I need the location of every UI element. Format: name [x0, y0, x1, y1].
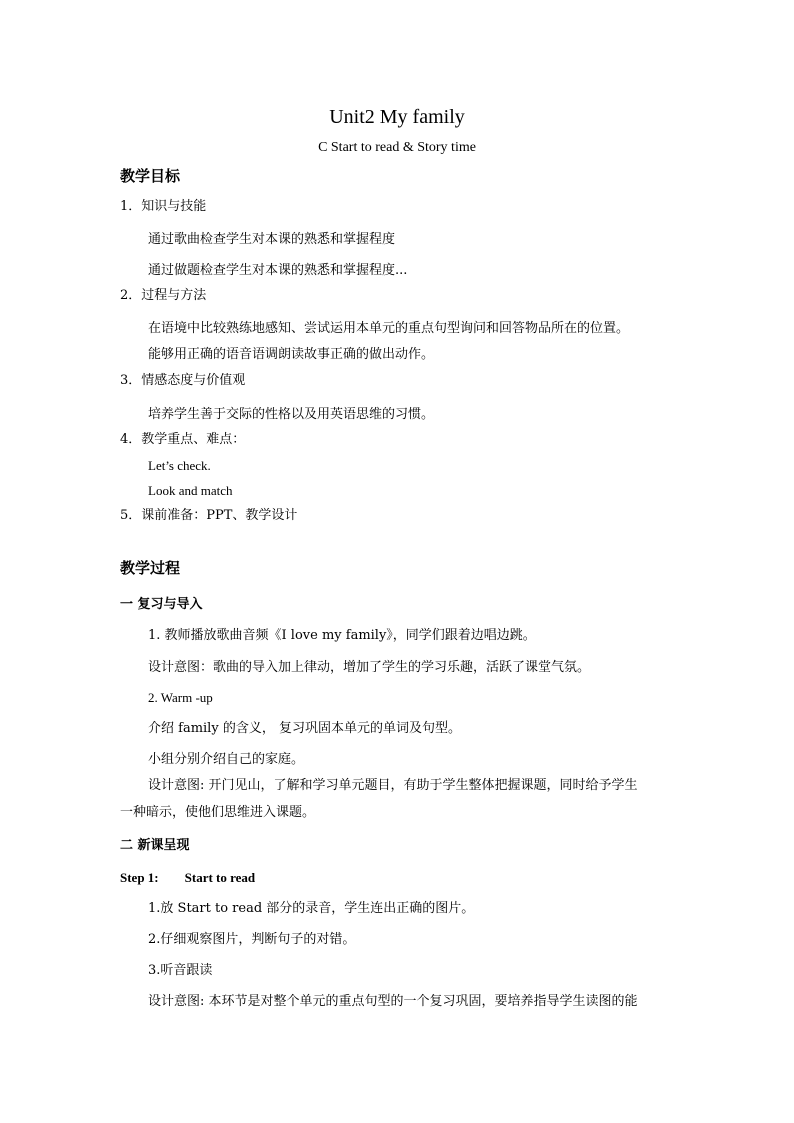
objective-line: Look and match: [148, 483, 233, 498]
step-heading: [120, 870, 255, 886]
objective-line: 在语境中比较熟练地感知、尝试运用本单元的重点句型询问和回答物品所在的位置。: [148, 321, 630, 336]
objective-line: 4．教学重点、难点：: [120, 432, 246, 447]
section-heading-new: 二 新课呈现: [120, 838, 190, 853]
document-subtitle: C Start to read & Story time: [318, 140, 476, 155]
section-line: 介绍 family 的含义， 复习巩固本单元的单词及句型。: [148, 721, 461, 736]
objective-line: 3．情感态度与价值观: [120, 373, 246, 388]
section-line: 一种暗示，使他们思维进入课题。: [120, 805, 316, 820]
section-line: 1.放 Start to read 部分的录音，学生连出正确的图片。: [148, 901, 475, 916]
process-heading: 教学过程: [120, 559, 181, 577]
objectives-heading: 教学目标: [120, 167, 181, 185]
objective-line: 通过做题检查学生对本课的熟悉和掌握程度...: [148, 263, 408, 278]
section-line: 2. Warm -up: [148, 690, 213, 705]
objective-line: 5．课前准备：PPT、教学设计: [120, 508, 298, 523]
section-line: 小组分别介绍自己的家庭。: [148, 752, 305, 767]
section-line: 2.仔细观察图片，判断句子的对错。: [148, 932, 356, 947]
step-title: Start to read: [184, 870, 256, 885]
objective-line: 1．知识与技能: [120, 199, 207, 214]
section-line: 设计意图: 本环节是对整个单元的重点句型的一个复习巩固，要培养指导学生读图的能: [148, 994, 638, 1009]
objective-line: Let’s check.: [148, 458, 211, 473]
objective-line: 通过歌曲检查学生对本课的熟悉和掌握程度: [148, 232, 396, 247]
document-title: Unit2 My family: [329, 106, 465, 128]
section-line: 设计意图: 开门见山，了解和学习单元题目，有助于学生整体把握课题，同时给予学生: [148, 778, 638, 793]
objective-line: 培养学生善于交际的性格以及用英语思维的习惯。: [148, 407, 435, 422]
step-label: Step 1:: [120, 870, 159, 885]
objective-line: 2．过程与方法: [120, 288, 207, 303]
objective-line: 能够用正确的语音语调朗读故事正确的做出动作。: [148, 347, 435, 362]
section-heading-review: 一 复习与导入: [120, 597, 203, 612]
section-line: 3.听音跟读: [148, 963, 213, 978]
section-line: 1. 教师播放歌曲音频《I love my family》，同学们跟着边唱边跳。: [148, 628, 536, 643]
section-line: 设计意图：歌曲的导入加上律动，增加了学生的学习乐趣，活跃了课堂气氛。: [148, 660, 591, 675]
